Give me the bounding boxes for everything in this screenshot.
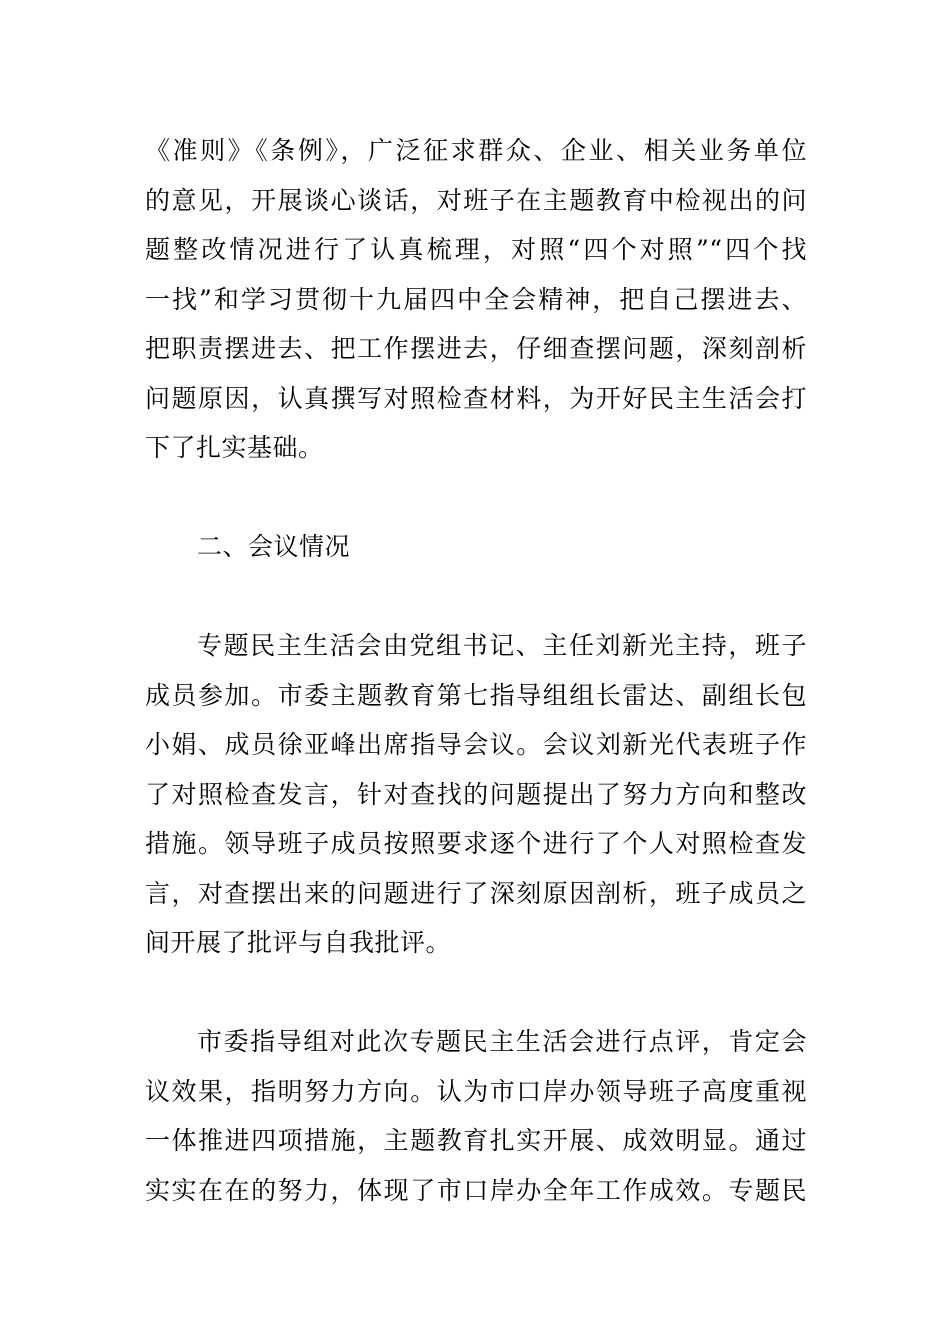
document-body — [145, 126, 807, 1215]
text-line: 问题原因，认真撰写对照检查材料，为开好民主生活会打 — [145, 383, 807, 413]
text-line: 间开展了批评与自我批评。 — [145, 928, 452, 957]
text-line: 了对照检查发言，针对查找的问题提出了努力方向和整改 — [145, 779, 807, 809]
text-line: 题整改情况进行了认真梳理，对照“四个对照”“四个找 — [145, 235, 807, 264]
paragraph-review — [145, 1017, 807, 1215]
paragraph-continuation — [145, 126, 807, 473]
text-line: 一体推进四项措施，主题教育扎实开展、成效明显。通过 — [145, 1126, 807, 1155]
paragraph-spacer — [145, 473, 807, 523]
text-line: 《准则》《条例》，广泛征求群众、企业、相关业务单位 — [145, 136, 807, 165]
text-line: 专题民主生活会由党组书记、主任刘新光主持，班子 — [197, 631, 807, 660]
text-line: 下了扎实基础。 — [145, 433, 324, 462]
paragraph-spacer — [145, 572, 807, 622]
text-line: 成员参加。市委主题教育第七指导组组长雷达、副组长包 — [145, 680, 807, 710]
paragraph-spacer — [145, 968, 807, 1018]
text-line: 言，对查摆出来的问题进行了深刻原因剖析，班子成员之 — [145, 878, 807, 908]
text-line: 市委指导组对此次专题民主生活会进行点评，肯定会 — [197, 1027, 807, 1056]
text-line: 措施。领导班子成员按照要求逐个进行了个人对照检查发 — [145, 829, 807, 858]
paragraph-meeting-details — [145, 621, 807, 968]
text-line: 实实在在的努力，体现了市口岸办全年工作成效。专题民 — [145, 1175, 807, 1205]
text-line: 议效果，指明努力方向。认为市口岸办领导班子高度重视 — [145, 1076, 807, 1106]
section-heading: 二、会议情况 — [197, 532, 351, 561]
text-line: 的意见，开展谈心谈话，对班子在主题教育中检视出的问 — [145, 185, 807, 215]
text-line: 小娟、成员徐亚峰出席指导会议。会议刘新光代表班子作 — [145, 730, 807, 759]
text-line: 把职责摆进去、把工作摆进去，仔细查摆问题，深刻剖析 — [145, 334, 807, 363]
text-line: 一找”和学习贯彻十九届四中全会精神，把自己摆进去、 — [145, 284, 807, 314]
